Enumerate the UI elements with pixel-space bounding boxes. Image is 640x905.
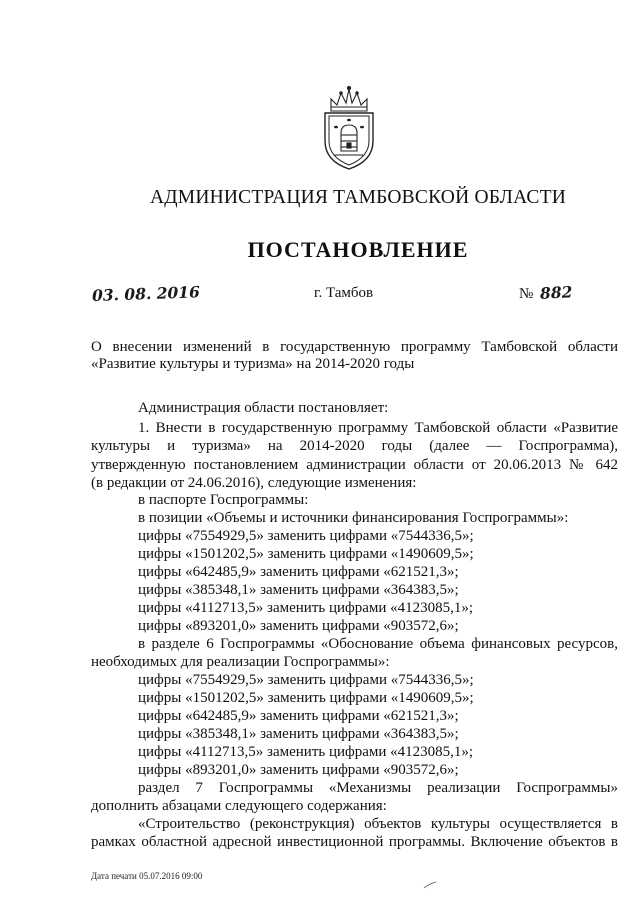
body-line: в разделе 6 Госпрограммы «Обоснование объема финансовых ресурсов,: [138, 636, 618, 652]
document-type-heading: ПОСТАНОВЛЕНИЕ: [247, 237, 469, 262]
body-line: цифры «4112713,5» заменить цифрами «4123085,1»;: [138, 744, 474, 760]
body-line: необходимых для реализации Госпрограммы»:: [91, 654, 390, 670]
body-line: в паспорте Госпрограммы:: [138, 492, 309, 508]
organization-title: АДМИНИСТРАЦИЯ ТАМБОВСКОЙ ОБЛАСТИ: [150, 187, 566, 208]
body-line: раздел 7 Госпрограммы «Механизмы реализации Госпрограммы»: [138, 780, 618, 796]
body-line: цифры «7554929,5» заменить цифрами «7544336,5»;: [138, 672, 474, 688]
handwritten-document-number: 882: [539, 282, 573, 303]
body-line: цифры «1501202,5» заменить цифрами «1490609,5»;: [138, 690, 474, 706]
body-line: цифры «1501202,5» заменить цифрами «1490609,5»;: [138, 546, 474, 562]
body-line: цифры «385348,1» заменить цифрами «364383,5»;: [138, 726, 459, 742]
body-line: Администрация области постановляет:: [138, 400, 389, 416]
body-line: (в редакции от 24.06.2016), следующие изменения:: [91, 475, 417, 491]
body-line: рамках областной адресной инвестиционной программы. Включение объектов в: [91, 834, 618, 850]
print-date-footer: Дата печати 05.07.2016 09:00: [91, 871, 203, 881]
body-line: цифры «4112713,5» заменить цифрами «4123085,1»;: [138, 600, 474, 616]
body-line: цифры «893201,0» заменить цифрами «903572,6»;: [138, 618, 459, 634]
body-line: цифры «642485,9» заменить цифрами «621521,3»;: [138, 708, 459, 724]
pen-mark-icon: [423, 881, 437, 889]
coat-of-arms-emblem: [319, 85, 379, 171]
body-line: в позиции «Объемы и источники финансирования Госпрограммы»:: [138, 510, 569, 526]
body-line: цифры «893201,0» заменить цифрами «903572,6»;: [138, 762, 459, 778]
city-name: г. Тамбов: [314, 285, 374, 301]
document-number-label: №: [519, 286, 534, 302]
body-line: «Строительство (реконструкция) объектов культуры осуществляется в: [138, 816, 618, 832]
body-line: цифры «642485,9» заменить цифрами «621521,3»;: [138, 564, 459, 580]
body-line: 1. Внести в государственную программу Тамбовской области «Развитие: [138, 420, 618, 436]
body-line: дополнить абзацами следующего содержания:: [91, 798, 387, 814]
body-line: цифры «385348,1» заменить цифрами «364383,5»;: [138, 582, 459, 598]
handwritten-date: 03. 08. 2016: [91, 282, 201, 305]
body-line: цифры «7554929,5» заменить цифрами «7544336,5»;: [138, 528, 474, 544]
document-subject: О внесении изменений в государственную программу Тамбовской области «Развитие культуры и туризма» на 2014-2020 годы: [91, 339, 618, 372]
body-line: утвержденную постановлением администрации области от 20.06.2013 № 642: [91, 457, 618, 473]
body-line: культуры и туризма» на 2014-2020 годы (далее — Госпрограмма),: [91, 438, 618, 454]
